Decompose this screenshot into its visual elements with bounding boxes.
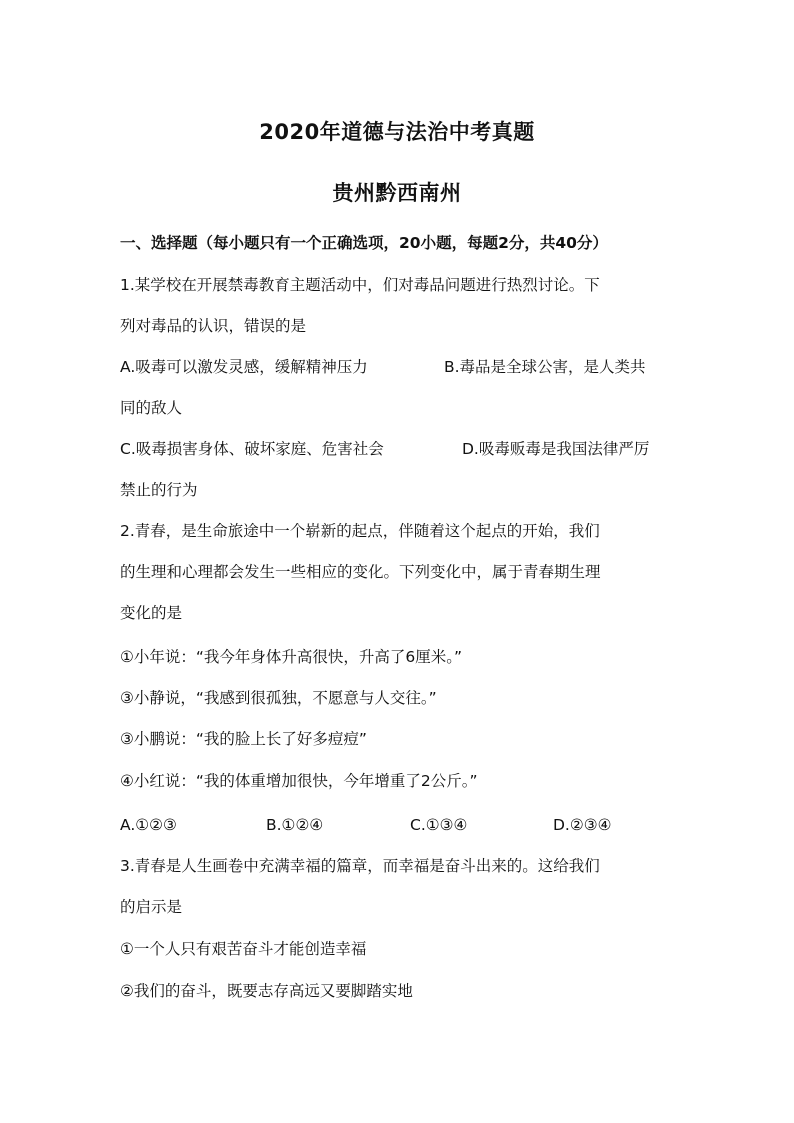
question-1-stem-line-1: 1.某学校在开展禁毒教育主题活动中，们对毒品问题进行热烈讨论。下 (120, 276, 600, 294)
page-title: 2020年道德与法治中考真题 (259, 120, 535, 144)
question-2-stem-line-3: 变化的是 (120, 604, 183, 622)
section-heading: 一、选择题（每小题只有一个正确选项，20小题，每题2分，共40分） (120, 234, 608, 252)
question-2-stem-line-2: 的生理和心理都会发生一些相应的变化。下列变化中，属于青春期生理 (120, 563, 601, 581)
question-1-option-c: C.吸毒损害身体、破坏家庭、危害社会 (120, 440, 384, 458)
question-2-item-3: ③小鹏说：“我的脸上长了好多痘痘” (120, 730, 367, 748)
question-1-option-a: A.吸毒可以激发灵感，缓解精神压力 (120, 358, 368, 376)
question-3-stem-line-2: 的启示是 (120, 898, 183, 916)
page-subtitle: 贵州黔西南州 (332, 181, 462, 205)
question-3-stem-line-1: 3.青春是人生画卷中充满幸福的篇章，而幸福是奋斗出来的。这给我们 (120, 857, 600, 875)
question-2-option-a: A.①②③ (120, 816, 177, 834)
question-2-option-d: D.②③④ (553, 816, 612, 834)
question-2-option-c: C.①③④ (410, 816, 468, 834)
question-2-item-4: ④小红说：“我的体重增加很快，今年增重了2公斤。” (120, 772, 478, 790)
question-1-stem-line-2: 列对毒品的认识，错误的是 (120, 317, 307, 335)
question-2-item-1: ①小年说：“我今年身体升高很快，升高了6厘米。” (120, 648, 463, 666)
question-2-stem-line-1: 2.青春，是生命旅途中一个崭新的起点，伴随着这个起点的开始，我们 (120, 522, 600, 540)
question-3-item-1: ①一个人只有艰苦奋斗才能创造幸福 (120, 940, 367, 958)
question-1-option-d: D.吸毒贩毒是我国法律严厉 (462, 440, 650, 458)
question-1-option-b: B.毒品是全球公害，是人类共 (444, 358, 646, 376)
question-3-item-2: ②我们的奋斗，既要志存高远又要脚踏实地 (120, 982, 413, 1000)
question-2-item-2: ③小静说，“我感到很孤独，不愿意与人交往。” (120, 689, 437, 707)
question-1-option-b-continued: 同的敌人 (120, 399, 183, 417)
question-1-option-d-continued: 禁止的行为 (120, 481, 198, 499)
question-2-option-b: B.①②④ (266, 816, 324, 834)
